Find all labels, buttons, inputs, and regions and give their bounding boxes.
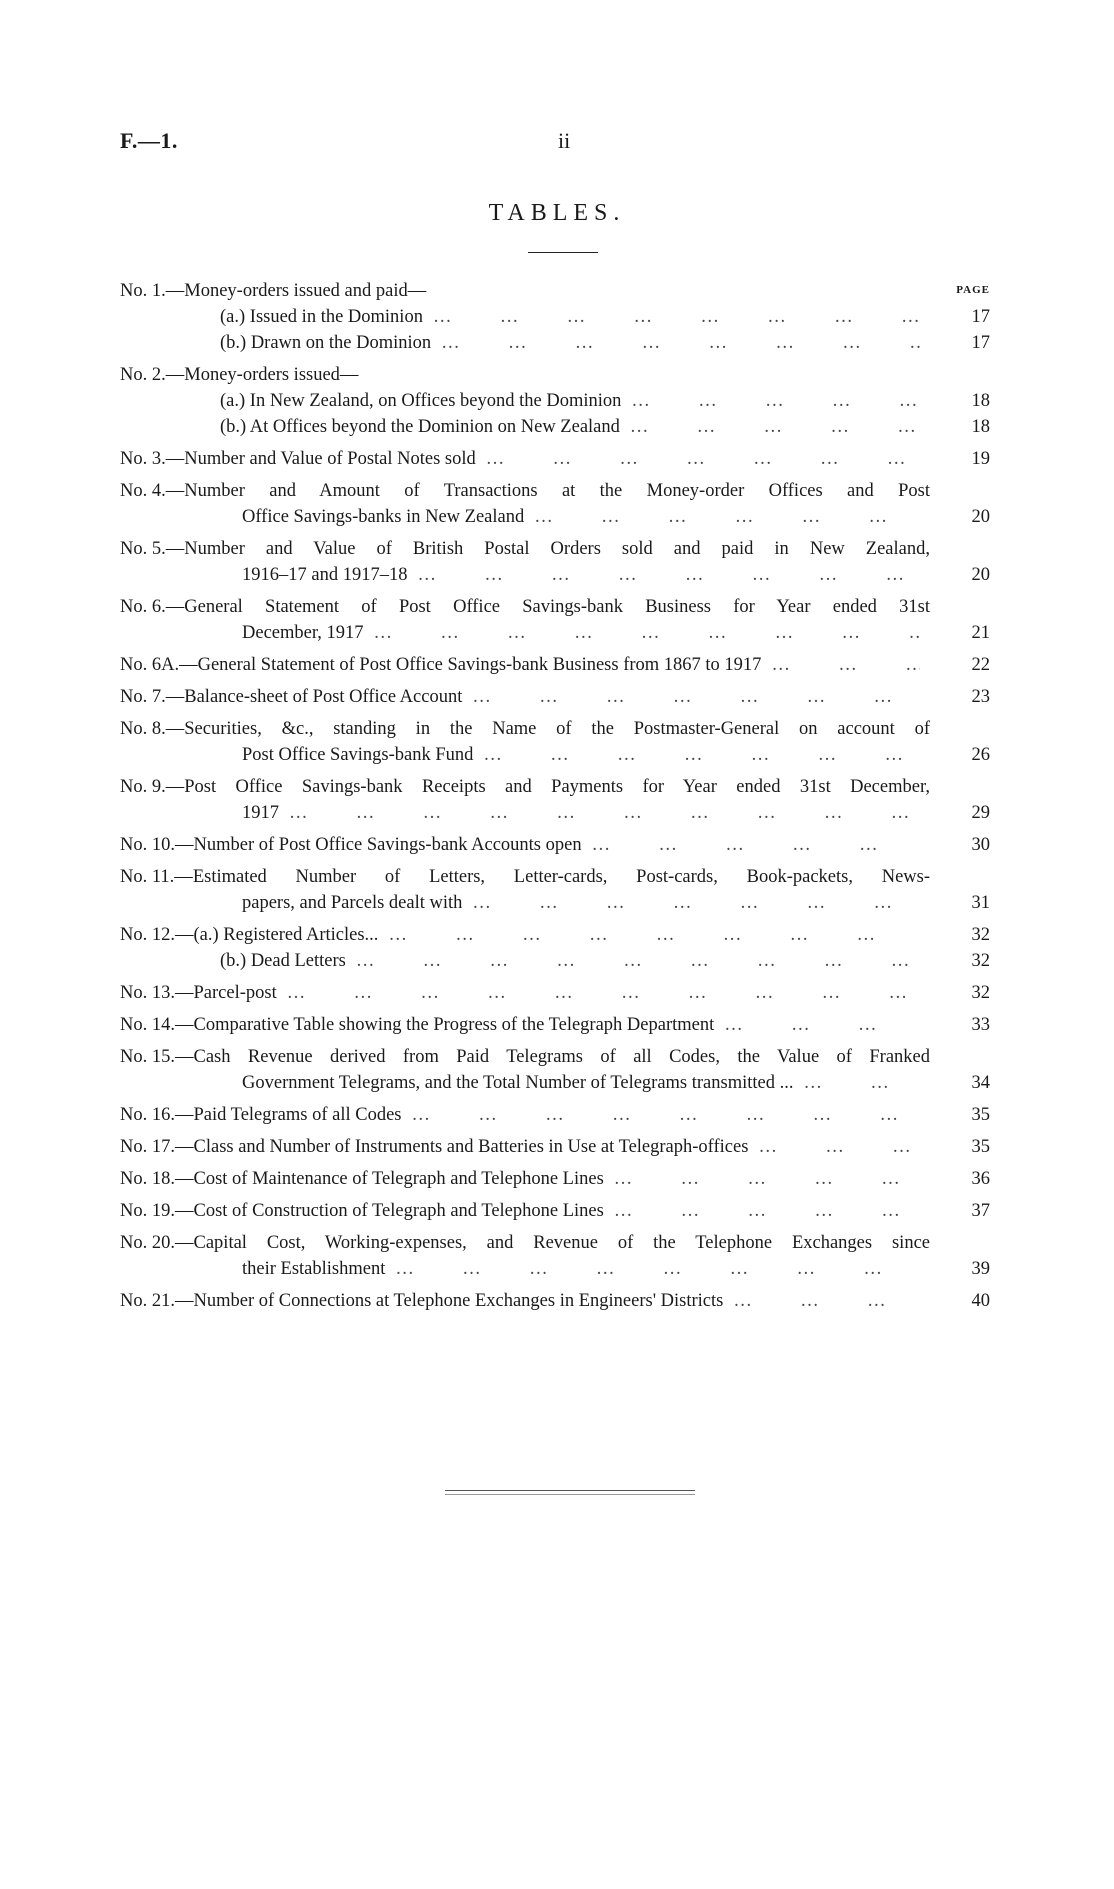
entry-page: 17 (971, 307, 990, 327)
entry-page: 19 (971, 449, 990, 469)
toc-entry-line (120, 1102, 990, 1128)
entry-title: Number and Value of Postal Notes sold (184, 449, 476, 469)
entry-title: Money-orders issued— (184, 365, 359, 385)
entry-page: 34 (971, 1073, 990, 1093)
dot-leader (631, 388, 920, 414)
dot-leader (417, 562, 920, 588)
document-code: F.—1. (120, 128, 178, 153)
entry-page: 32 (971, 951, 990, 971)
entry-title: (b.) Drawn on the Dominion (220, 333, 432, 353)
toc-entry-line (120, 864, 990, 890)
entry-title: (a.) Issued in the Dominion (220, 307, 423, 327)
entry-title: (b.) Dead Letters (220, 951, 346, 971)
entry-number: No. 7.— (120, 687, 185, 707)
entry-page: 37 (971, 1201, 990, 1221)
toc-entry-line (120, 362, 990, 388)
entry-title: their Establishment (242, 1259, 386, 1279)
toc-entry-line (120, 922, 990, 948)
toc-entry (120, 1102, 990, 1128)
dot-leader (472, 890, 920, 916)
toc-entry-line (120, 620, 990, 646)
entry-page: 22 (971, 655, 990, 675)
entry-page: 17 (971, 333, 990, 353)
toc-entry (120, 922, 990, 948)
toc-entry-line (120, 1044, 990, 1070)
entry-page: 20 (971, 507, 990, 527)
dot-leader (534, 504, 920, 530)
entry-number: No. 13.— (120, 983, 194, 1003)
dot-leader (356, 948, 920, 974)
toc-entry-line (120, 562, 990, 588)
dot-leader (758, 1134, 920, 1160)
toc-entry-line (120, 304, 990, 330)
toc-entry (120, 478, 990, 530)
entry-page: 21 (971, 623, 990, 643)
page-number: ii (558, 128, 571, 153)
toc-entry-line (120, 594, 990, 620)
toc-entry (120, 684, 990, 710)
dot-leader (441, 330, 920, 356)
entry-title: Capital Cost, Working-expenses, and Revenue of the Telephone Exchanges since (193, 1233, 930, 1253)
entry-number: No. 20.— (120, 1233, 194, 1253)
dot-leader (472, 684, 920, 710)
entry-page: 18 (971, 391, 990, 411)
entry-number: No. 21.— (120, 1291, 194, 1311)
toc-entry (120, 980, 990, 1006)
toc-entry (120, 1166, 990, 1192)
toc-entry-line (120, 1198, 990, 1224)
entry-number: No. 1.— (120, 281, 185, 301)
entry-title: 1916–17 and 1917–18 (242, 565, 408, 585)
toc-entry (120, 1288, 990, 1314)
entry-number: No. 2.— (120, 365, 185, 385)
toc-entry (120, 948, 990, 974)
entry-title: 1917 (242, 803, 279, 823)
entry-title: Money-orders issued and paid— (184, 281, 427, 301)
entry-number: No. 10.— (120, 835, 194, 855)
toc-entry-line (120, 1256, 990, 1282)
entry-page: 39 (971, 1259, 990, 1279)
table-of-contents (120, 278, 990, 1320)
entry-page: 20 (971, 565, 990, 585)
entry-number: No. 4.— (120, 481, 185, 501)
entry-number: No. 19.— (120, 1201, 194, 1221)
entry-title: (a.) In New Zealand, on Offices beyond the Dominion (220, 391, 622, 411)
toc-entry (120, 446, 990, 472)
toc-entry (120, 362, 990, 388)
toc-entry (120, 1230, 990, 1282)
toc-entry-line (120, 414, 990, 440)
entry-number: No. 9.— (120, 777, 185, 797)
dot-leader (771, 652, 920, 678)
entry-page: 23 (971, 687, 990, 707)
entry-page: 31 (971, 893, 990, 913)
toc-entry-line (120, 716, 990, 742)
dot-leader (433, 304, 920, 330)
entry-title: Number and Amount of Transactions at the Money-order Offices and Post (184, 481, 930, 501)
entry-number: No. 12.— (120, 925, 194, 945)
entry-title: Number and Value of British Postal Orders sold and paid in New Zealand, (184, 539, 930, 559)
entry-page: 35 (971, 1137, 990, 1157)
dot-leader (733, 1288, 920, 1314)
entry-page: 32 (971, 925, 990, 945)
toc-entry-line (120, 388, 990, 414)
entry-title: Cost of Construction of Telegraph and Telephone Lines (193, 1201, 604, 1221)
toc-entry (120, 652, 990, 678)
entry-number: No. 3.— (120, 449, 185, 469)
entry-title: Estimated Number of Letters, Letter-cards, Post-cards, Book-packets, News- (192, 867, 930, 887)
dot-leader (630, 414, 920, 440)
entry-title: Office Savings-banks in New Zealand (242, 507, 525, 527)
toc-entry (120, 864, 990, 916)
toc-entry-line (120, 1230, 990, 1256)
toc-entry (120, 304, 990, 330)
footer-rule (445, 1490, 695, 1491)
entry-page: 29 (971, 803, 990, 823)
toc-entry-line (120, 278, 990, 304)
entry-number: No. 8.— (120, 719, 185, 739)
dot-leader (374, 620, 920, 646)
entry-page: 32 (971, 983, 990, 1003)
dot-leader (614, 1198, 920, 1224)
entry-number: No. 11.— (120, 867, 193, 887)
toc-entry (120, 414, 990, 440)
toc-entry (120, 330, 990, 356)
entry-number: No. 17.— (120, 1137, 194, 1157)
entry-number: No. 14.— (120, 1015, 194, 1035)
entry-title: Securities, &c., standing in the Name of the Postmaster-General on account of (184, 719, 930, 739)
toc-entry (120, 1134, 990, 1160)
toc-entry-line (120, 948, 990, 974)
entry-page: 26 (971, 745, 990, 765)
page-title: TABLES. (488, 200, 626, 226)
dot-leader (486, 446, 920, 472)
entry-title: Class and Number of Instruments and Batteries in Use at Telegraph-offices (193, 1137, 749, 1157)
toc-entry-line (120, 652, 990, 678)
entry-number: No. 16.— (120, 1105, 194, 1125)
toc-entry (120, 716, 990, 768)
toc-entry (120, 1044, 990, 1096)
entry-number: No. 6.— (120, 597, 185, 617)
toc-entry (120, 774, 990, 826)
entry-number: No. 18.— (120, 1169, 194, 1189)
entry-title: papers, and Parcels dealt with (242, 893, 463, 913)
toc-entry-line (120, 504, 990, 530)
toc-entry-line (120, 1012, 990, 1038)
toc-entry-line (120, 890, 990, 916)
toc-entry (120, 278, 990, 304)
entry-title: Comparative Table showing the Progress of the Telegraph Department (193, 1015, 715, 1035)
toc-entry (120, 1012, 990, 1038)
toc-entry-line (120, 1134, 990, 1160)
toc-entry (120, 832, 990, 858)
dot-leader (614, 1166, 920, 1192)
entry-title: Balance-sheet of Post Office Account (184, 687, 463, 707)
toc-entry-line (120, 1166, 990, 1192)
toc-entry (120, 536, 990, 588)
toc-entry-line (120, 446, 990, 472)
toc-entry (120, 1198, 990, 1224)
entry-page: 33 (971, 1015, 990, 1035)
entry-page: 18 (971, 417, 990, 437)
entry-title: Parcel-post (193, 983, 277, 1003)
toc-entry (120, 594, 990, 646)
entry-title: Cash Revenue derived from Paid Telegrams of all Codes, the Value of Franked (193, 1047, 930, 1067)
entry-page: 35 (971, 1105, 990, 1125)
entry-page: 40 (971, 1291, 990, 1311)
footer-rule-secondary (445, 1494, 695, 1495)
toc-entry-line (120, 536, 990, 562)
entry-number: No. 15.— (120, 1047, 194, 1067)
entry-title: Post Office Savings-bank Receipts and Payments for Year ended 31st December, (184, 777, 930, 797)
entry-title: (b.) At Offices beyond the Dominion on New Zealand (220, 417, 620, 437)
toc-entry-line (120, 330, 990, 356)
page-column-label: PAGE (956, 284, 990, 296)
running-head (120, 128, 990, 168)
entry-title: Number of Connections at Telephone Exchanges in Engineers' Districts (193, 1291, 724, 1311)
toc-entry-line (120, 1288, 990, 1314)
entry-number: No. 6A.— (120, 655, 198, 675)
entry-title: Government Telegrams, and the Total Number of Telegrams transmitted ... (242, 1073, 794, 1093)
dot-leader (287, 980, 920, 1006)
dot-leader (483, 742, 920, 768)
entry-title: (a.) Registered Articles... (193, 925, 379, 945)
entry-title: Post Office Savings-bank Fund (242, 745, 474, 765)
dot-leader (804, 1070, 921, 1096)
toc-entry-line (120, 980, 990, 1006)
entry-title: Number of Post Office Savings-bank Accounts open (193, 835, 582, 855)
toc-entry-line (120, 478, 990, 504)
entry-page: 36 (971, 1169, 990, 1189)
dot-leader (724, 1012, 920, 1038)
entry-page: 30 (971, 835, 990, 855)
toc-entry-line (120, 1070, 990, 1096)
toc-entry-line (120, 742, 990, 768)
toc-entry-line (120, 684, 990, 710)
dot-leader (412, 1102, 921, 1128)
dot-leader (592, 832, 920, 858)
entry-title: General Statement of Post Office Savings-bank Business from 1867 to 1917 (197, 655, 762, 675)
dot-leader (289, 800, 920, 826)
toc-entry (120, 388, 990, 414)
entry-title: Paid Telegrams of all Codes (193, 1105, 402, 1125)
entry-title: Cost of Maintenance of Telegraph and Telephone Lines (193, 1169, 604, 1189)
toc-entry-line (120, 832, 990, 858)
dot-leader (395, 1256, 920, 1282)
entry-title: General Statement of Post Office Savings-bank Business for Year ended 31st (184, 597, 930, 617)
entry-number: No. 5.— (120, 539, 185, 559)
entry-title: December, 1917 (242, 623, 364, 643)
title-rule (528, 252, 598, 253)
toc-entry-line (120, 774, 990, 800)
toc-entry-line (120, 800, 990, 826)
dot-leader (388, 922, 920, 948)
